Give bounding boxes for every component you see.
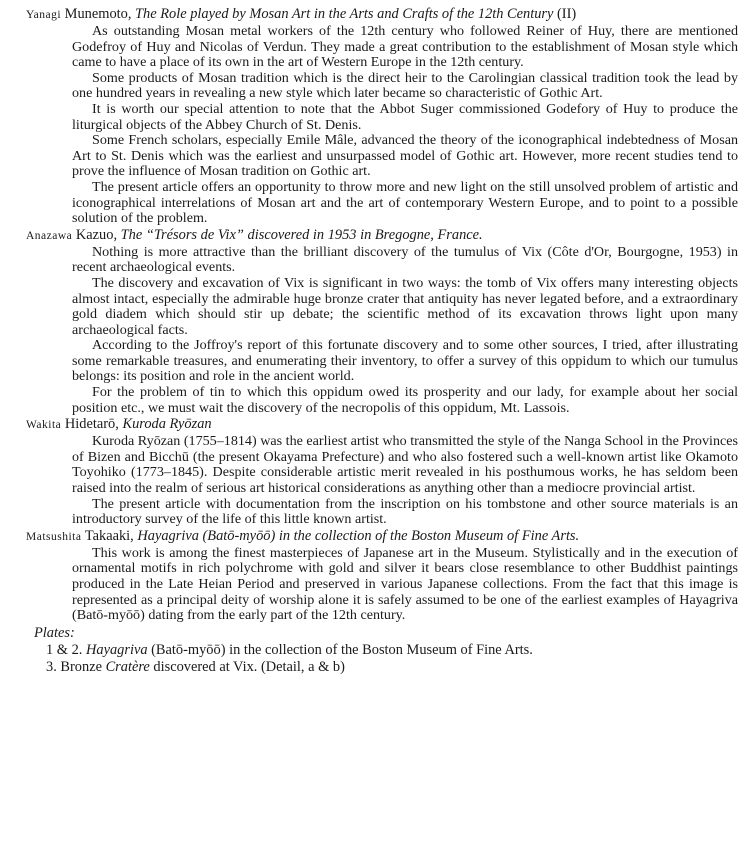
author-family-name: Wakita	[26, 419, 62, 432]
plate-prefix: Bronze	[60, 658, 106, 675]
entry-matsushita	[26, 528, 738, 624]
plates-section	[26, 625, 738, 676]
author-family-name: Matsushita	[26, 530, 82, 543]
author-family-name: Anazawa	[26, 229, 73, 242]
entry-anazawa	[26, 227, 738, 417]
paragraph: According to the Joffroy's report of this fortunate discovery and to some other sources, I tried, after illustrating some remarkable treasures, and enumerating their inventory, to offer a survey of this oppidum to which our tumulus belongs: its position and role in the ancient world.	[72, 337, 738, 385]
author-given-name: Hidetarō,	[64, 416, 119, 433]
title-suffix: (II)	[553, 6, 577, 22]
article-title: Hayagriva (Batō-myōō) in the collection of the Boston Museum of Fine Arts.	[137, 527, 580, 544]
paragraph: Some French scholars, especially Emile Mâle, advanced the theory of the iconographical indebtedness of Mosan Art to St. Denis which was the earliest and unsurpassed model of Gothic art. However, more recent studies tend to prove the influence of Mosan tradition on Gothic art.	[72, 132, 738, 180]
entry-heading	[26, 6, 738, 24]
paragraph: The present article offers an opportunity to throw more and new light on the still unsolved problem of artistic and iconographical interrelations of Mosan art and the art of contemporary Western Europe, and to point to a possible solution of the problem.	[72, 178, 738, 227]
entry-heading	[26, 416, 738, 434]
author-given-name: Munemoto,	[64, 6, 132, 22]
entry-heading	[26, 528, 738, 546]
entry-yanagi	[26, 6, 738, 227]
entry-heading	[26, 227, 738, 245]
author-given-name: Takaaki,	[84, 527, 134, 544]
article-title: The “Trésors de Vix” discovered in 1953 in Bregogne, France.	[120, 226, 483, 243]
article-title: Kuroda Ryōzan	[122, 416, 212, 433]
paragraph: The present article with documentation from the inscription on his tombstone and other source materials is an introductory survey of the life of this little known artist.	[72, 495, 738, 528]
plate-item	[46, 642, 738, 659]
paragraph: Kuroda Ryōzan (1755–1814) was the earliest artist who transmitted the style of the Nanga School in the Provinces of Bizen and Bicchū (the present Okayama Prefecture) and who also fostered such a well-known artist like Okamoto Toyohiko (1773–1845). Despite considerable artistic merit revealed in his posthumous works, he has seldom been raised into the realm of serious art historical considerations as anything other than a mediocre provincial artist.	[72, 433, 738, 497]
paragraph: For the problem of tin to which this oppidum owed its prosperity and our lady, for example about her social position etc., we must wait the discovery of the necropolis of this oppidum, Mt. Lassois.	[72, 384, 738, 416]
plate-item	[46, 659, 738, 676]
article-title: The Role played by Mosan Art in the Arts and Crafts of the 12th Century	[135, 6, 554, 22]
paragraph: The discovery and excavation of Vix is significant in two ways: the tomb of Vix offers many interesting objects almost intact, especially the admirable huge bronze crater that antiquity has never legated before, and a extraordinary gold diadem which should stir up debate; the scientific method of its excavation throws light upon many archaeological facts.	[72, 274, 738, 338]
paragraph: It is worth our special attention to note that the Abbot Suger commissioned Godefory of Huy to produce the liturgical objects of the Abbey Church of St. Denis.	[72, 100, 738, 133]
plate-number: 3.	[46, 658, 57, 675]
paragraph: This work is among the finest masterpieces of Japanese art in the Museum. Stylistically and in the execution of ornamental motifs in rich polychrome with gold and silver it bears close resemblance to other Buddhist paintings produced in the Late Heian Period and preserved in various Japanese collections. From the fact that this image is represented as a principal deity of worship alone it is safely assumed to be one of the earliest examples of Hayagriva (Batō-myōō) dating from the early part of the 12th century.	[72, 544, 738, 624]
plate-italic-title: Hayagriva	[86, 641, 148, 658]
plate-description: (Batō-myōō) in the collection of the Boston Museum of Fine Arts.	[147, 641, 533, 658]
paragraph: As outstanding Mosan metal workers of the 12th century who followed Reiner of Huy, there are mentioned Godefroy of Huy and Nicolas of Verdun. They made a great contribution to the establishment of Mosan style which came to have a place of its own in the art of Western Europe in the 12th century.	[72, 23, 738, 71]
paragraph: Nothing is more attractive than the brilliant discovery of the tumulus of Vix (Côte d'Or, Bourgogne, 1953) in recent archaeological events.	[72, 243, 738, 276]
author-family-name: Yanagi	[26, 9, 62, 21]
entry-wakita	[26, 416, 738, 528]
author-given-name: Kazuo,	[75, 226, 118, 243]
plate-description: discovered at Vix. (Detail, a & b)	[149, 658, 345, 675]
plate-number: 1 & 2.	[46, 641, 83, 658]
plate-italic-title: Cratère	[105, 658, 150, 675]
paragraph: Some products of Mosan tradition which is the direct heir to the Carolingian classical tradition took the lead by one hundred years in revealing a new style which later became so characteristic of Gothic Art.	[72, 69, 738, 102]
plates-label: Plates:	[34, 624, 75, 641]
